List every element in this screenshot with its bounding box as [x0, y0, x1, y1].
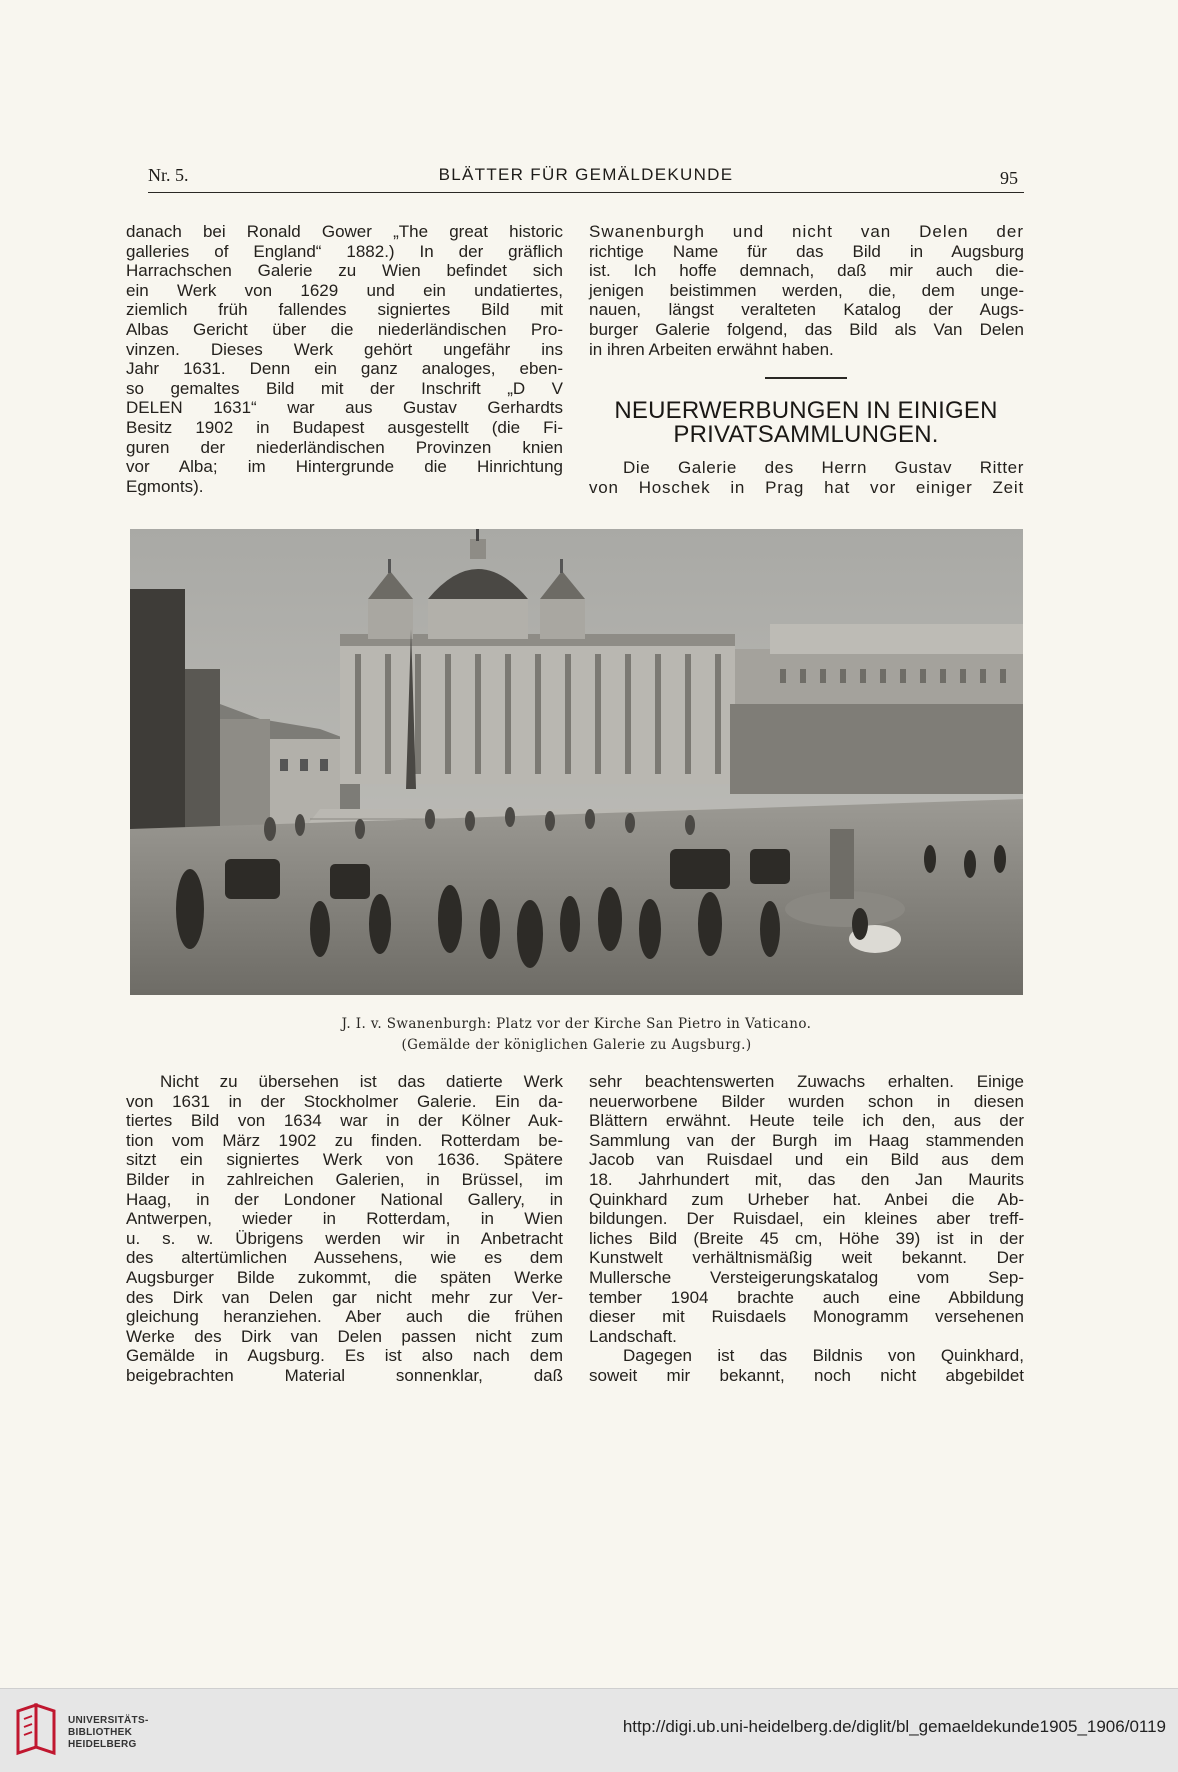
journal-title: BLÄTTER FÜR GEMÄLDEKUNDE: [438, 165, 734, 184]
library-name: [68, 1715, 149, 1751]
text-line: so gemaltes Bild mit der Inschrift „D V: [126, 378, 563, 398]
text-line: Augsburger Bilde zukommt, die späten Werke: [126, 1267, 563, 1287]
text-line: u. s. w. Übrigens werden wir in Anbetracht: [126, 1228, 563, 1248]
painting-illustration: [130, 529, 1023, 995]
text-line: von Hoschek in Prag hat vor einiger Zeit: [589, 477, 1024, 497]
section-divider: [765, 377, 847, 379]
running-header: [148, 163, 1024, 193]
text-line: Dagegen ist das Bildnis von Quinkhard,: [623, 1346, 1024, 1366]
text-line: Egmonts).: [126, 476, 204, 496]
text-line: dieser mit Ruisdaels Monogramm versehenen: [589, 1307, 1024, 1327]
text-line: Haag, in der Londoner National Gallery, in: [126, 1189, 563, 1209]
text-line: Nicht zu übersehen ist das datierte Werk: [160, 1072, 563, 1091]
caption-line: (Gemälde der königlichen Galerie zu Augsburg.): [401, 1037, 752, 1053]
text-line: Bilder in zahlreichen Galerien, in Brüssel, im: [126, 1169, 563, 1189]
caption-line: J. I. v. Swanenburgh: Platz vor der Kirche San Pietro in Vaticano.: [341, 1016, 812, 1032]
text-line: Quinkhard zum Urheber hat. Anbei die Ab-: [589, 1189, 1024, 1209]
text-line: sehr beachtenswerten Zuwachs erhalten. Einige: [589, 1072, 1024, 1091]
section-intro: [589, 458, 1024, 497]
library-name-line: HEIDELBERG: [68, 1739, 137, 1750]
text-line: nauen, längst veralteten Katalog der Augs-: [589, 300, 1024, 320]
text-line: 18. Jahrhundert mit, das den Jan Maurits: [589, 1169, 1024, 1189]
text-line: burger Galerie folgend, das Bild als Van Delen: [589, 319, 1024, 339]
text-line: tion vom März 1902 zu finden. Rotterdam be-: [126, 1130, 563, 1150]
text-line: Jacob van Ruisdael und ein Bild aus dem: [589, 1150, 1024, 1170]
section-heading-line: PRIVATSAMMLUNGEN.: [673, 421, 939, 448]
text-line: Sammlung van der Burgh im Haag stammenden: [589, 1130, 1024, 1150]
top-left-column: [126, 222, 563, 496]
text-line: Landschaft.: [589, 1326, 677, 1346]
top-right-column: [589, 222, 1024, 359]
painting-plate: [130, 529, 1023, 995]
text-line: DELEN 1631“ war aus Gustav Gerhardts: [126, 398, 563, 418]
text-line: Gemälde in Augsburg. Es ist also nach dem: [126, 1346, 563, 1366]
text-line: richtige Name für das Bild in Augsburg: [589, 241, 1024, 261]
library-name-line: BIBLIOTHEK: [68, 1727, 133, 1738]
text-line: ziemlich früh fallendes signiertes Bild mit: [126, 300, 563, 320]
text-line: Kunstwelt verhältnismäßig weit bekannt. Der: [589, 1248, 1024, 1268]
text-line: des altertümlichen Aussehens, wie es dem: [126, 1248, 563, 1268]
text-line: in ihren Arbeiten erwähnt haben.: [589, 339, 834, 359]
text-line: Antwerpen, wieder in Rotterdam, in Wien: [126, 1209, 563, 1229]
library-name-line: UNIVERSITÄTS-: [68, 1715, 149, 1726]
text-line: Mullersche Versteigerungskatalog vom Sep-: [589, 1267, 1024, 1287]
text-line: liches Bild (Breite 45 cm, Höhe 39) ist in der: [589, 1228, 1024, 1248]
text-line: bildungen. Der Ruisdael, ein kleines aber treff-: [589, 1209, 1024, 1229]
text-line: beigebrachten Material sonnenklar, daß: [126, 1365, 563, 1385]
text-line: neuerworbene Bilder wurden schon in diesen: [589, 1091, 1024, 1111]
bottom-left-column: [126, 1072, 563, 1386]
text-line: von 1631 in der Stockholmer Galerie. Ein da-: [126, 1091, 563, 1111]
text-line: tember 1904 brachte auch eine Abbildung: [589, 1287, 1024, 1307]
text-line: gleichung heranziehen. Aber auch die frühen: [126, 1307, 563, 1327]
text-line: des Dirk van Delen gar nicht mehr zur Ver-: [126, 1287, 563, 1307]
text-line: Besitz 1902 in Budapest ausgestellt (die Fi-: [126, 417, 563, 437]
text-line: danach bei Ronald Gower „The great historic: [126, 222, 563, 241]
text-line: Albas Gericht über die niederländischen Pro-: [126, 319, 563, 339]
section-heading-line: NEUERWERBUNGEN IN EINIGEN: [614, 397, 998, 424]
text-line: vor Alba; im Hintergrunde die Hinrichtung: [126, 457, 563, 477]
text-line: Jahr 1631. Denn ein ganz analoges, eben-: [126, 359, 563, 379]
text-line: ein Werk von 1629 und ein undatiertes,: [126, 280, 563, 300]
text-line: tiertes Bild von 1634 war in der Kölner Auk-: [126, 1111, 563, 1131]
text-line: jenigen beistimmen werden, die, dem unge-: [589, 280, 1024, 300]
text-line: Werke des Dirk van Delen passen nicht zum: [126, 1326, 563, 1346]
ub-heidelberg-logo-icon: [14, 1703, 58, 1757]
issue-number: Nr. 5.: [148, 165, 189, 185]
figure-caption: [130, 1014, 1023, 1056]
permalink-url[interactable]: http://digi.ub.uni-heidelberg.de/diglit/bl_gemaeldekunde1905_1906/0119: [622, 1717, 1166, 1736]
bottom-right-column: [589, 1072, 1024, 1386]
text-line: Swanenburgh und nicht van Delen der: [589, 222, 1024, 241]
text-line: sitzt ein signiertes Werk von 1636. Spätere: [126, 1150, 563, 1170]
text-line: Harrachschen Galerie zu Wien befindet sich: [126, 261, 563, 281]
text-line: ist. Ich hoffe demnach, daß mir auch die-: [589, 261, 1024, 281]
text-line: Die Galerie des Herrn Gustav Ritter: [623, 458, 1024, 477]
page-number: 95: [1000, 168, 1018, 188]
digitization-footer: [0, 1688, 1178, 1772]
text-line: soweit mir bekannt, noch nicht abgebildet: [589, 1365, 1024, 1385]
text-line: Blättern erwähnt. Heute teile ich den, aus der: [589, 1111, 1024, 1131]
text-line: galleries of England“ 1882.) In der gräflich: [126, 241, 563, 261]
text-line: vinzen. Dieses Werk gehört ungefähr ins: [126, 339, 563, 359]
section-heading: [586, 399, 1026, 447]
text-line: guren der niederländischen Provinzen knien: [126, 437, 563, 457]
